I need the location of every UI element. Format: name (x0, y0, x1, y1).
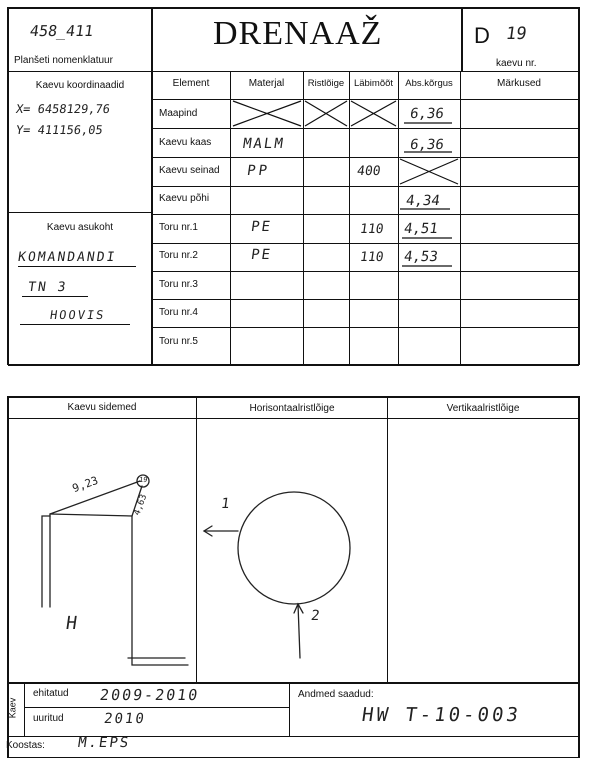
coordinates-label: Kaevu koordinaadid (35, 80, 125, 91)
location-line2: TN 3 (26, 280, 69, 295)
row-element: Kaevu kaas (159, 137, 212, 148)
coordinate-x: X= 6458129,76 (15, 102, 111, 116)
column-header-cross: Ristlõige (307, 78, 345, 89)
location-line1: KOMANDANDI (16, 250, 118, 265)
nomenclature-value: 458_411 (28, 22, 95, 40)
built-value: 2009-2010 (98, 686, 201, 704)
location-line3: HOOVIS (49, 308, 107, 322)
sketch-dim-2: 4,63 (132, 493, 150, 517)
column-header-material: Materjal (248, 78, 285, 89)
row-diameter: 110 (358, 250, 385, 265)
sketch-house-mark: H (64, 613, 79, 634)
row-element: Toru nr.5 (159, 336, 198, 347)
well-prefix: D (474, 23, 490, 48)
row-element: Kaevu seinad (159, 165, 220, 176)
surveyed-label: uuritud (33, 713, 64, 724)
row-element: Toru nr.2 (159, 250, 198, 261)
source-label: Andmed saadud: (298, 689, 374, 700)
row-material: PE (249, 219, 273, 235)
row-element: Toru nr.3 (159, 279, 198, 290)
section-ties-title: Kaevu sidemed (67, 402, 137, 413)
well-number: 19 (504, 24, 528, 44)
row-abs: 4,34 (404, 193, 441, 209)
surveyed-value: 2010 (102, 711, 147, 727)
built-label: ehitatud (33, 688, 69, 699)
row-abs: 6,36 (408, 137, 445, 153)
side-label: Kaev (7, 697, 18, 719)
row-element: Kaevu põhi (159, 193, 210, 204)
column-header-abs: Abs.kõrgus (405, 78, 453, 89)
row-abs: 4,51 (402, 221, 439, 237)
coordinate-y: Y= 411156,05 (15, 123, 104, 137)
row-material: PP (245, 163, 271, 179)
author-value: M.EPS (76, 735, 132, 751)
sketch-dim-1: 9,23 (70, 473, 100, 496)
sketch-pipe-2: 2 (309, 608, 321, 624)
column-header-notes: Märkused (497, 78, 541, 89)
author-label: Koostas: (6, 740, 45, 751)
page-title: DRENAAŽ (213, 15, 383, 52)
row-material: MALM (241, 136, 286, 152)
location-label: Kaevu asukoht (46, 222, 114, 233)
section-horizontal-title: Horisontaalristlõige (249, 403, 335, 414)
row-diameter: 110 (358, 222, 385, 237)
column-header-diameter: Läbimõõt (353, 78, 394, 89)
row-material: PE (249, 247, 273, 263)
section-vertical-title: Vertikaalristlõige (446, 403, 520, 414)
sketch-well-mark: 19 (138, 476, 148, 484)
row-element: Toru nr.4 (159, 307, 198, 318)
well-number-label: kaevu nr. (496, 58, 537, 69)
row-element: Maapind (159, 108, 198, 119)
row-diameter: 400 (355, 164, 382, 179)
row-abs: 4,53 (402, 249, 439, 265)
source-value: HW T-10-003 (360, 704, 523, 726)
row-element: Toru nr.1 (159, 222, 198, 233)
nomenclature-label: Planšeti nomenklatuur (14, 55, 113, 66)
row-abs: 6,36 (408, 106, 445, 122)
sketch-pipe-1: 1 (219, 496, 231, 512)
column-header-element: Element (172, 78, 210, 89)
